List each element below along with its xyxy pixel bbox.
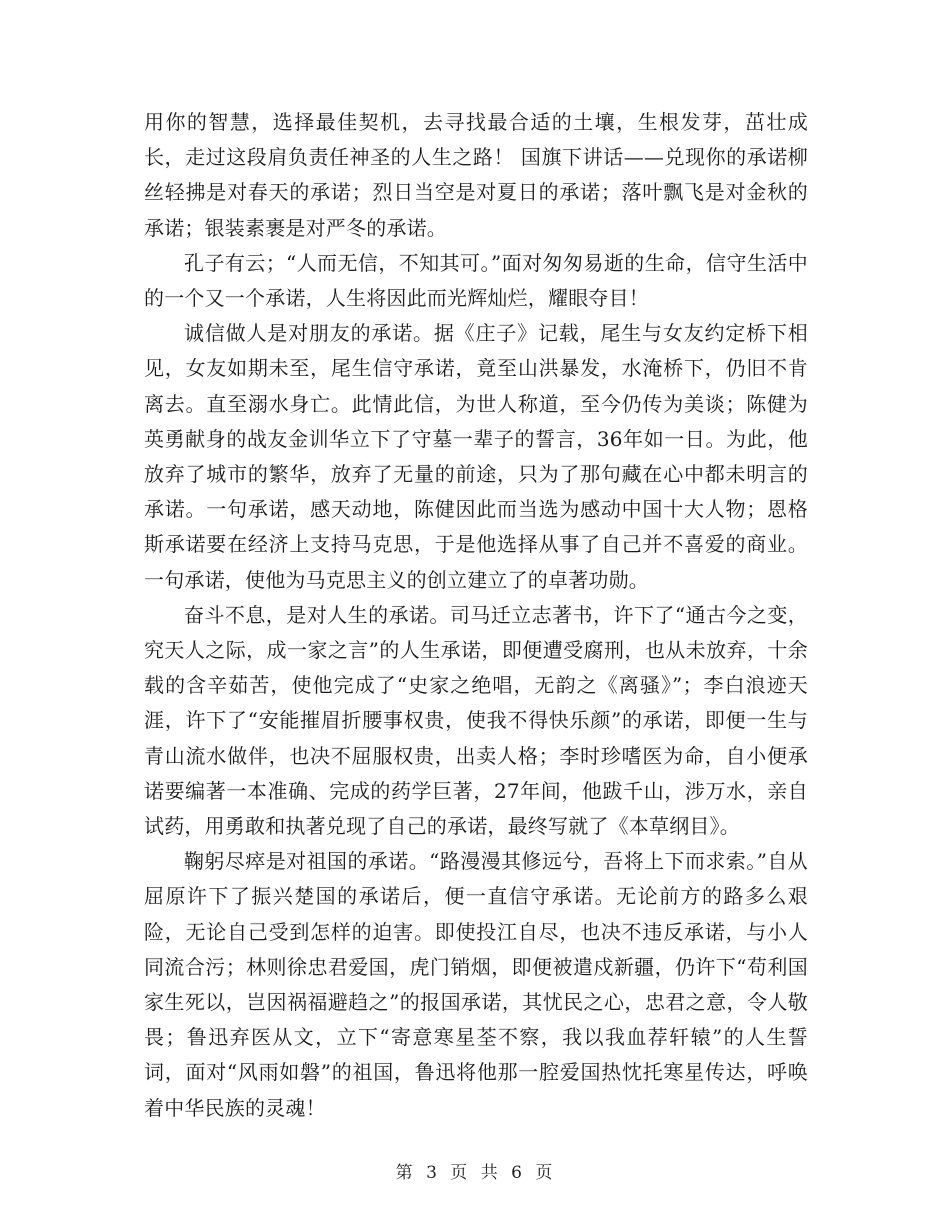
paragraph-4: 奋斗不息，是对人生的承诺。司马迁立志著书，许下了“通古今之变，究天人之际，成一家之言”的人生承诺，即便遭受腐刑，也从未放弃，十余载的含辛茹苦，使他完成了“史家之绝唱，无韵之《离骚》”；李白浪迹天涯，许下了“安能摧眉折腰事权贵，使我不得快乐颜”的承诺，即便一生与青山流水做伴，也决不屈服权贵，出卖人格；李时珍嗜医为命，自小便承诺要编著一本准确、完成的药学巨著，27年间，他跋千山，涉万水，亲自试药，用勇敢和执著兑现了自己的承诺，最终写就了《本草纲目》。 xyxy=(144,602,808,839)
document-body xyxy=(144,105,808,1126)
paragraph-3: 诚信做人是对朋友的承诺。据《庄子》记载，尾生与女友约定桥下相见，女友如期未至，尾生信守承诺，竟至山洪暴发，水淹桥下，仍旧不肯离去。直至溺水身亡。此情此信，为世人称道，至今仍传为美谈；陈健为英勇献身的战友金训华立下了守墓一辈子的誓言，36年如一日。为此，他放弃了城市的繁华，放弃了无量的前途，只为了那句藏在心中都未明言的承诺。一句承诺，感天动地，陈健因此而当选为感动中国十大人物；恩格斯承诺要在经济上支持马克思，于是他选择从事了自己并不喜爱的商业。一句承诺，使他为马克思主义的创立建立了的卓著功勋。 xyxy=(144,321,808,592)
paragraph-1: 用你的智慧，选择最佳契机，去寻找最合适的土壤，生根发芽，茁壮成长，走过这段肩负责任神圣的人生之路！ 国旗下讲话——兑现你的承诺柳丝轻拂是对春天的承诺；烈日当空是对夏日的承诺；落叶飘飞是对金秋的承诺；银装素裹是对严冬的承诺。 xyxy=(144,110,808,240)
paragraph-2: 孔子有云；“人而无信，不知其可。”面对匆匆易逝的生命，信守生活中的一个又一个承诺，人生将因此而光辉灿烂，耀眼夺目！ xyxy=(144,250,808,311)
page-number-footer: 第 3 页 共 6 页 xyxy=(395,1163,555,1183)
paragraph-5: 鞠躬尽瘁是对祖国的承诺。“路漫漫其修远兮，吾将上下而求索。”自从屈原许下了振兴楚国的承诺后，便一直信守承诺。无论前方的路多么艰险，无论自己受到怎样的迫害。即使投江自尽，也决不违反承诺，与小人同流合污；林则徐忠君爱国，虎门销烟，即便被遣戍新疆，仍许下“苟利国家生死以，岂因祸福避趋之”的报国承诺，其忧民之心，忠君之意，令人敬畏；鲁迅弃医从文，立下“寄意寒星荃不察，我以我血荐轩辕”的人生誓词，面对“风雨如磐”的祖国，鲁迅将他那一腔爱国热忱托寒星传达，呼唤着中华民族的灵魂！ xyxy=(144,849,808,1120)
